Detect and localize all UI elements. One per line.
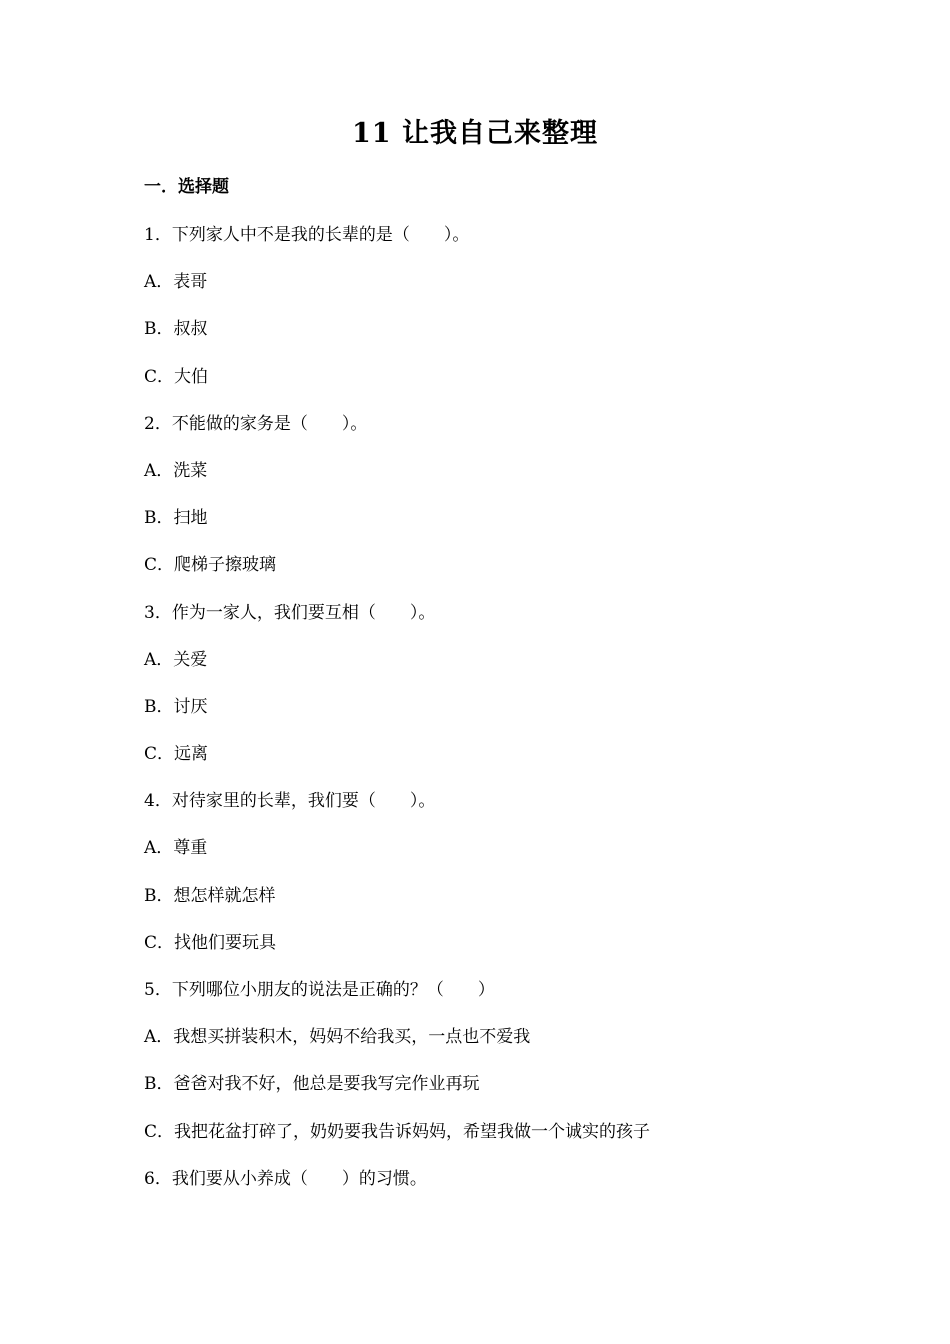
question-5-option-b: B．爸爸对我不好，他总是要我写完作业再玩 (144, 1074, 480, 1095)
question-4-stem: 4．对待家里的长辈，我们要（ ）。 (144, 791, 436, 812)
question-6-stem: 6．我们要从小养成（ ）的习惯。 (144, 1168, 427, 1189)
question-5-option-a: A．我想买拼装积木，妈妈不给我买，一点也不爱我 (144, 1027, 531, 1048)
question-4-option-c: C．找他们要玩具 (144, 932, 277, 953)
question-4-option-a: A．尊重 (144, 838, 208, 859)
question-2-option-c: C．爬梯子擦玻璃 (144, 555, 277, 576)
question-2-option-a: A．洗菜 (144, 460, 208, 481)
question-3-option-a: A．关爱 (144, 649, 208, 670)
question-5-option-c: C．我把花盆打碎了，奶奶要我告诉妈妈，希望我做一个诚实的孩子 (144, 1121, 651, 1142)
question-3-option-b: B．讨厌 (144, 696, 208, 717)
section-heading: 一．选择题 (144, 177, 229, 197)
question-3-stem: 3．作为一家人，我们要互相（ ）。 (144, 602, 436, 623)
question-1-option-a: A．表哥 (144, 272, 208, 293)
question-1-option-b: B．叔叔 (144, 319, 208, 340)
question-3-option-c: C．远离 (144, 744, 209, 765)
page-title: 11 让我自己来整理 (352, 118, 598, 149)
question-1-stem: 1．下列家人中不是我的长辈的是（ ）。 (144, 225, 470, 245)
question-4-option-b: B．想怎样就怎样 (144, 885, 276, 906)
question-5-stem: 5．下列哪位小朋友的说法是正确的？（ ） (144, 980, 495, 1000)
question-2-stem: 2．不能做的家务是（ ）。 (144, 413, 368, 434)
question-2-option-b: B．扫地 (144, 508, 208, 529)
question-list (144, 221, 844, 1212)
question-1-option-c: C．大伯 (144, 366, 209, 387)
